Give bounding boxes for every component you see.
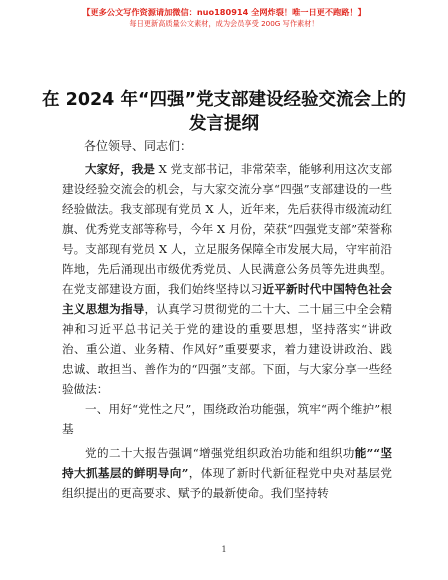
bold-lead: 大家好，我是 bbox=[85, 162, 155, 176]
bold-guiding-thought: 近平新时代中国特色社会主义思想为指导 bbox=[62, 282, 392, 316]
promo-banner-line1: 【更多公文写作资源请加微信：nuo180914 全网炸裂！唯一日更不跑路！】 bbox=[82, 7, 366, 17]
paragraph-intro bbox=[62, 159, 392, 399]
section-heading-1: 一、用好“党性之尺”，围绕政治功能强，筑牢“两个维护”根基 bbox=[62, 402, 392, 436]
promo-banner-line2: 每日更新高质量公文素材，成为会员享受 200G 写作素材！ bbox=[129, 19, 319, 28]
document-body bbox=[62, 159, 392, 503]
title-line1: 在 2024 年“四强”党支部建设经验交流会上的 bbox=[42, 90, 406, 110]
promo-banner bbox=[0, 6, 448, 29]
intro-text-2: ，认真学习贯彻党的二十大、二十届三中全会精神和习近平总书记关于党的建设的重要思想，坚持落实“讲政治、重公道、业务精、作风好”重要要求，着力建设讲政治、践忠诚、敢担当、善作为的“四强”支部。下面，与大家分享一些经验做法： bbox=[62, 302, 392, 396]
section1-text-2: ，体现了新时代新征程党中央对基层党组织提出的更高要求、赋予的最新使命。我们坚持转 bbox=[62, 466, 392, 500]
bold-quote: 能”“坚持大抓基层的鲜明导向” bbox=[62, 446, 392, 480]
page-number: 1 bbox=[221, 545, 227, 554]
intro-text: X 党支部书记，非常荣幸，能够利用这次支部建设经验交流会的机会，与大家交流分享“四强”支部建设的一些经验做法。我支部现有党员 X 人，近年来，先后获得市级流动红旗、优秀党支部等称号，今年 X 月份，荣获“四强党支部”荣誉称号。支部现有党员 X 人，立足服务保障全市发展大局，守牢前沿阵地，先后涌现出市级优秀党员、人民满意公务员等先进典型。在党支部建设方面，我们始终坚持以习 bbox=[62, 162, 392, 296]
document-title bbox=[0, 88, 448, 136]
salutation: 各位领导、同志们： bbox=[84, 139, 193, 153]
title-line2: 发言提纲 bbox=[189, 114, 259, 134]
paragraph-section1 bbox=[62, 443, 392, 503]
section1-text: 党的二十大报告强调“增强党组织政治功能和组织功 bbox=[85, 446, 355, 460]
